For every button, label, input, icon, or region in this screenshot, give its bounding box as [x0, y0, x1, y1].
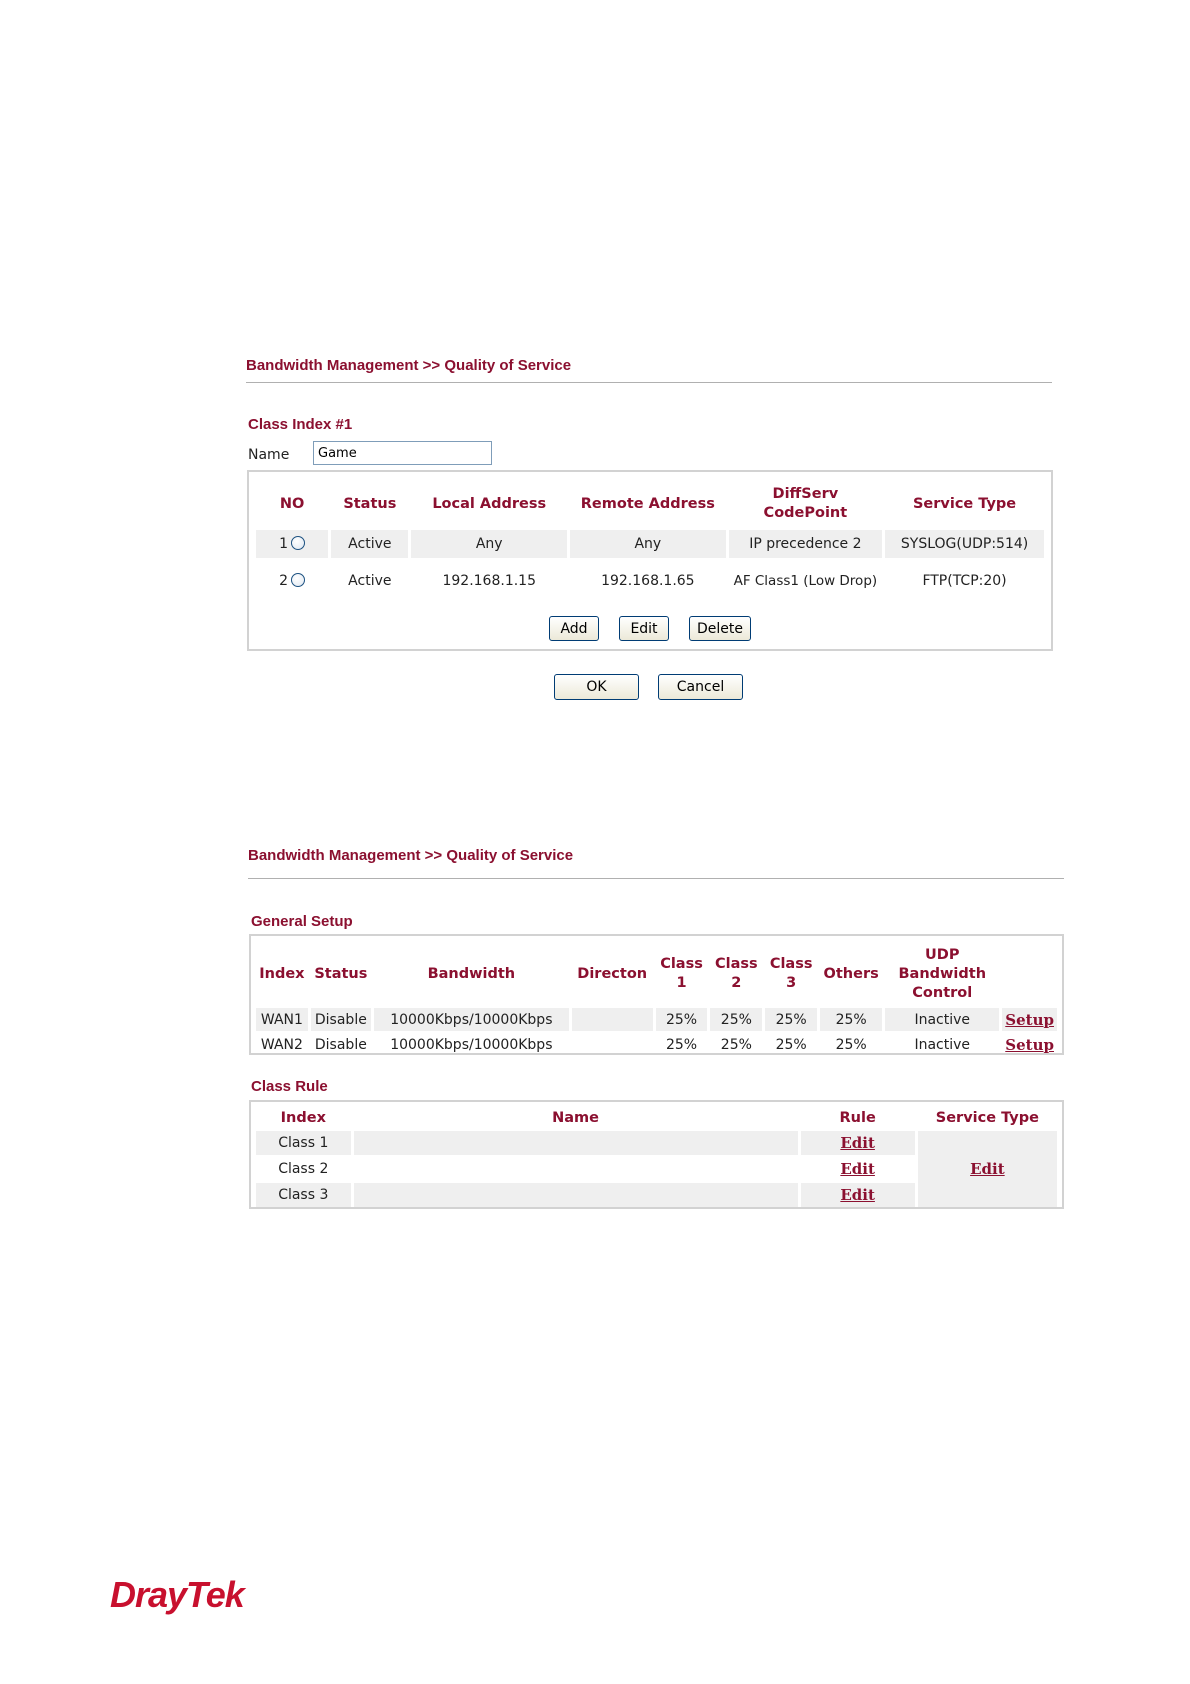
wan-bandwidth: 10000Kbps/10000Kbps [374, 1008, 569, 1031]
row-local: Any [411, 530, 567, 558]
class-name [354, 1157, 798, 1181]
class-rule-table [253, 1105, 1060, 1209]
row-local: 192.168.1.15 [442, 573, 536, 589]
edit-button[interactable]: Edit [619, 616, 669, 641]
col-udp-line2: Bandwidth [898, 965, 987, 982]
col-remote-address: Remote Address [580, 495, 715, 512]
table-row [256, 1033, 1057, 1056]
col-class2-line1: Class [715, 956, 758, 972]
wan-class2: 25% [720, 1036, 752, 1053]
row-service: FTP(TCP:20) [922, 573, 1007, 589]
wan-class3: 25% [775, 1036, 807, 1053]
table-row [256, 530, 1044, 558]
col-status: Status [314, 965, 368, 982]
table-row [256, 561, 1044, 601]
class-rule-cell [801, 1183, 915, 1207]
col-class2-line2: 2 [731, 975, 742, 991]
col-class-index: Index [280, 1109, 326, 1126]
rule-edit-link[interactable]: Edit [840, 1160, 875, 1178]
class-name [354, 1131, 798, 1155]
table-row [256, 1008, 1057, 1031]
wan-bandwidth: 10000Kbps/10000Kbps [390, 1036, 553, 1053]
col-class1-line2: 1 [676, 975, 687, 991]
row-number: 2 [279, 573, 289, 589]
class-index: Class 1 [256, 1131, 351, 1155]
general-setup-title: General Setup [251, 913, 353, 930]
wan-status: Disable [314, 1036, 367, 1053]
wan-class2: 25% [710, 1008, 762, 1031]
wan-others: 25% [835, 1036, 867, 1053]
wan-setup-cell [1002, 1008, 1057, 1031]
col-others: Others [823, 965, 879, 982]
row-diffserv: AF Class1 (Low Drop) [733, 573, 878, 589]
wan-direction [572, 1033, 653, 1056]
wan-udp: Inactive [914, 1036, 971, 1053]
add-button[interactable]: Add [549, 616, 599, 641]
draytek-logo: DrayTek [110, 1574, 244, 1615]
row-status: Active [348, 573, 392, 589]
col-class1 [656, 942, 708, 1006]
row-remote: Any [570, 530, 726, 558]
col-service-type: Service Type [912, 495, 1017, 512]
class-index-title: Class Index #1 [248, 416, 353, 433]
col-class-name: Name [552, 1109, 599, 1126]
col-class3-line2: 3 [786, 975, 797, 991]
table-row [256, 1131, 1057, 1155]
wan-setup-cell [1002, 1033, 1057, 1056]
row-number: 1 [279, 536, 289, 552]
ok-button[interactable]: OK [554, 674, 639, 700]
general-setup-panel [249, 934, 1064, 1055]
col-diffserv: DiffServ CodePoint [763, 486, 848, 521]
divider [246, 382, 1052, 383]
general-setup-table [253, 940, 1060, 1058]
wan-index: WAN1 [256, 1008, 308, 1031]
wan-class1: 25% [665, 1036, 698, 1053]
col-class3-line1: Class [769, 956, 813, 972]
cancel-button[interactable]: Cancel [658, 674, 743, 700]
col-class-rule: Rule [839, 1109, 876, 1126]
class-rule-cell [801, 1157, 915, 1181]
col-class2 [710, 942, 762, 1006]
wan-status: Disable [311, 1008, 371, 1031]
wan-class3: 25% [765, 1008, 817, 1031]
row-radio[interactable] [291, 536, 305, 550]
class-rule-cell [801, 1131, 915, 1155]
name-input[interactable] [313, 441, 492, 465]
col-index: Index [259, 965, 305, 982]
col-status: Status [343, 495, 397, 512]
service-type-edit-link[interactable]: Edit [970, 1160, 1005, 1178]
name-label: Name [248, 447, 290, 463]
row-status: Active [331, 530, 408, 558]
rule-list-panel [247, 470, 1053, 651]
col-class1-line1: Class [660, 956, 703, 972]
row-radio[interactable] [291, 573, 305, 587]
col-setup [1002, 942, 1057, 1006]
rule-edit-link[interactable]: Edit [840, 1134, 875, 1152]
col-no: NO [279, 495, 305, 512]
rule-table [253, 478, 1047, 604]
wan-udp: Inactive [885, 1008, 999, 1031]
breadcrumb: Bandwidth Management >> Quality of Service [246, 357, 572, 374]
class-index: Class 3 [256, 1183, 351, 1207]
setup-link[interactable]: Setup [1005, 1035, 1054, 1054]
col-bandwidth: Bandwidth [427, 965, 516, 982]
wan-direction [572, 1008, 653, 1031]
rule-edit-link[interactable]: Edit [840, 1186, 875, 1204]
wan-class1: 25% [656, 1008, 708, 1031]
row-no [256, 530, 328, 558]
col-class3 [765, 942, 817, 1006]
class-rule-panel [249, 1100, 1064, 1209]
col-udp-bandwidth-control [885, 942, 999, 1006]
service-type-cell [918, 1131, 1057, 1207]
wan-index: WAN2 [260, 1036, 303, 1053]
col-direction: Directon [577, 965, 648, 982]
delete-button[interactable]: Delete [689, 616, 751, 641]
row-service: SYSLOG(UDP:514) [885, 530, 1044, 558]
col-class-service-type: Service Type [935, 1109, 1039, 1126]
setup-link[interactable]: Setup [1005, 1010, 1054, 1029]
class-name [354, 1183, 798, 1207]
row-diffserv: IP precedence 2 [729, 530, 882, 558]
wan-others: 25% [820, 1008, 882, 1031]
col-udp-line3: Control [912, 984, 973, 1001]
divider [248, 878, 1064, 879]
col-udp-line1: UDP [925, 946, 960, 963]
class-rule-title: Class Rule [251, 1078, 328, 1095]
breadcrumb: Bandwidth Management >> Quality of Service [248, 847, 574, 864]
row-no [256, 561, 328, 601]
row-remote: 192.168.1.65 [601, 573, 695, 589]
class-index: Class 2 [278, 1161, 329, 1177]
col-local-address: Local Address [432, 495, 547, 512]
